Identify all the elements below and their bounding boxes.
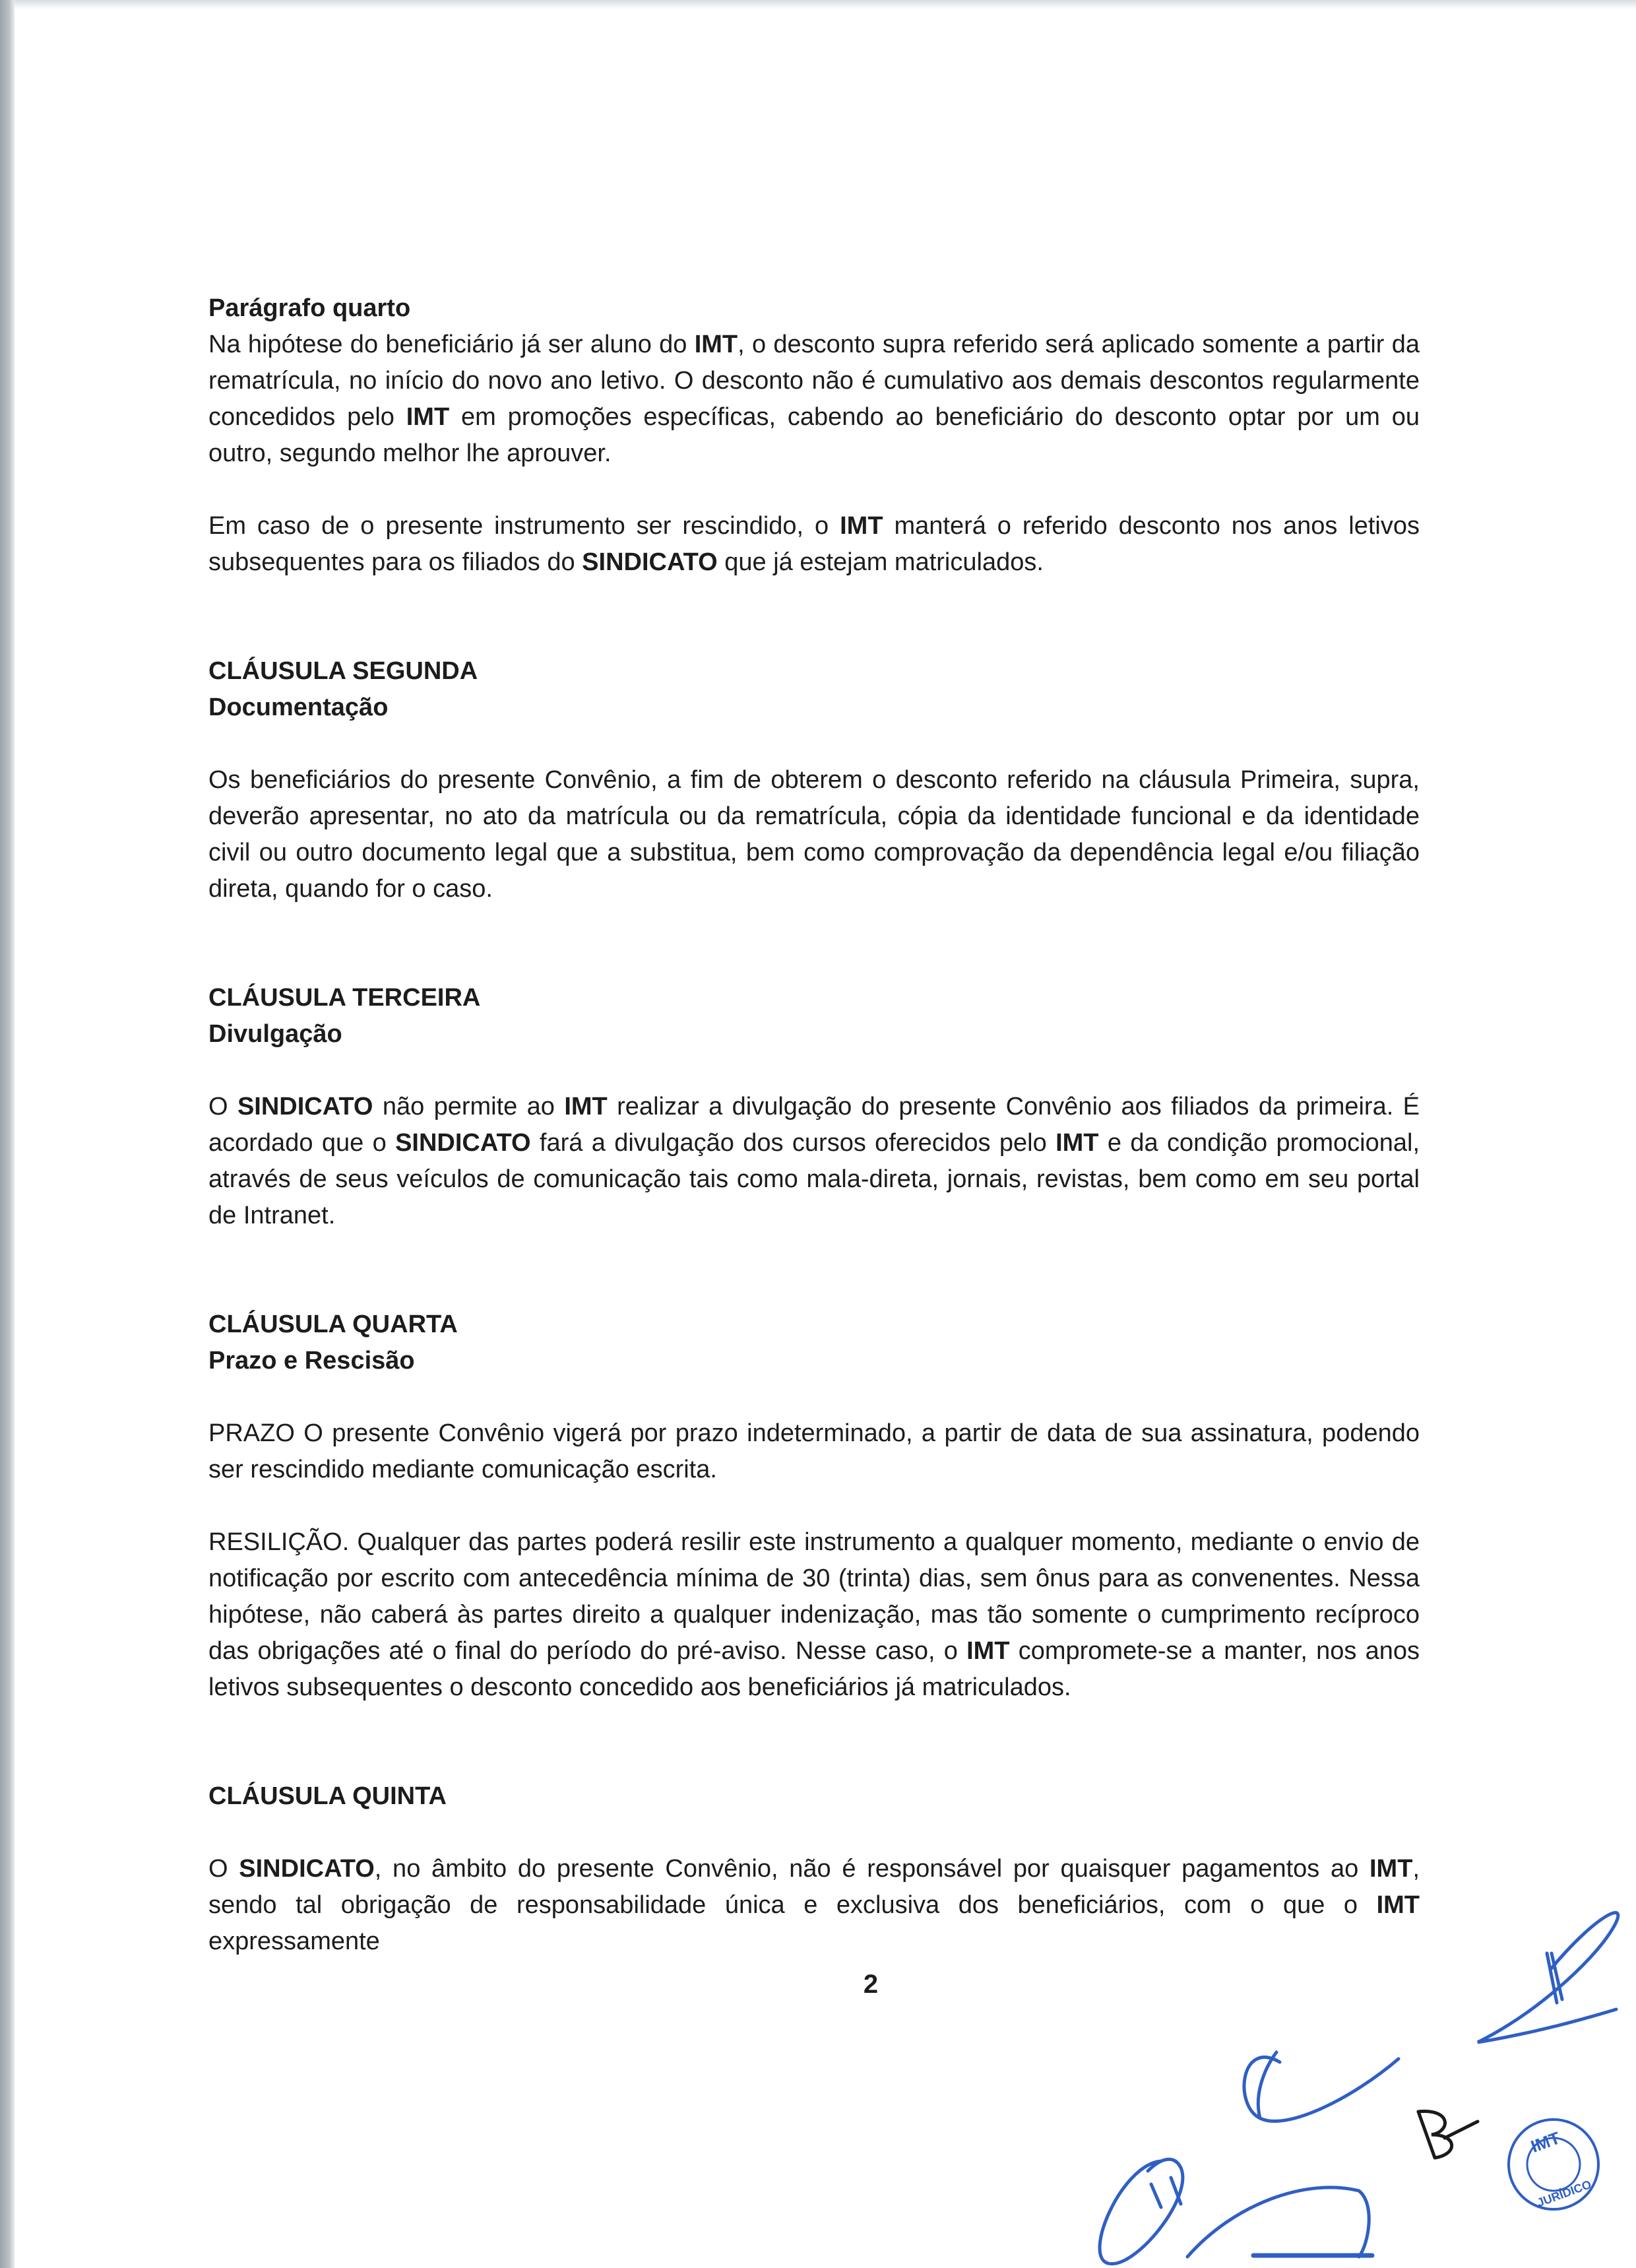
clause-2-title: Documentação [208,694,389,721]
clause-4-title: Prazo e Rescisão [208,1347,415,1375]
initial-lower-left [1100,2159,1183,2263]
initial-upper-right [1478,1913,1618,2042]
paragraph-4-heading: Parágrafo quarto [208,294,411,322]
clause-5-heading: CLÁUSULA QUINTA [208,1782,447,1810]
clause-4-heading: CLÁUSULA QUARTA [208,1311,458,1338]
clause-3-heading: CLÁUSULA TERCEIRA [208,984,481,1012]
stamp-bottom-text: JURÍDICO [1535,2178,1593,2210]
legal-department-stamp [1504,2115,1603,2214]
page-number: 2 [863,1970,879,1999]
initial-middle [1244,2052,1399,2121]
clause-3-text: O SINDICATO não permite ao IMT realizar a divulgação do presente Convênio aos filiados da primeira. É acordado que o SINDICATO fará a divulgação dos cursos oferecidos pelo IMT e da condição promocional, através de seus veículos de comunicação tais como mala-direta, jornais, revistas, bem como em seu portal de Intranet. [208,1093,1420,1229]
initial-lower-swoosh [1187,2187,1369,2257]
clause-2-heading: CLÁUSULA SEGUNDA [208,657,478,685]
initial-b [1418,2112,1478,2158]
clause-4-prazo: PRAZO O presente Convênio vigerá por prazo indeterminado, a partir de data de sua assinatura, podendo ser rescindido mediante comunicação escrita. [208,1419,1420,1483]
clause-4-resilicao: RESILIÇÃO. Qualquer das partes poderá resilir este instrumento a qualquer momento, mediante o envio de notificação por escrito com antecedência mínima de 30 (trinta) dias, sem ônus para as convenentes. Nessa hipótese, não caberá às partes direito a qualquer indenização, mas tão somente o cumprimento recíproco das obrigações até o final do período do pré-aviso. Nesse caso, o IMT compromete-se a manter, nos anos letivos subsequentes o desconto concedido aos beneficiários já matriculados. [208,1528,1420,1701]
clause-3-title: Divulgação [208,1020,342,1048]
clause-5-text: O SINDICATO, no âmbito do presente Convênio, não é responsável por quaisquer pagamentos ao IMT, sendo tal obrigação de responsabilidade única e exclusiva dos beneficiários, com o que o IMT expressamente [208,1855,1420,1955]
clause-2-text: Os beneficiários do presente Convênio, a fim de obterem o desconto referido na cláusula Primeira, supra, deverão apresentar, no ato da matrícula ou da rematrícula, cópia da identidade funcional e da identidade civil ou outro documento legal que a substitua, bem como comprovação da dependência legal e/ou filiação direta, quando for o caso. [208,766,1420,903]
rescission-note: Em caso de o presente instrumento ser rescindido, o IMT manterá o referido desconto nos anos letivos subsequentes para os filiados do SINDICATO que já estejam matriculados. [208,512,1420,576]
paragraph-4-text: Na hipótese do beneficiário já ser aluno do IMT, o desconto supra referido será aplicado somente a partir da rematrícula, no início do novo ano letivo. O desconto não é cumulativo aos demais descontos regularmente concedidos pelo IMT em promoções específicas, cabendo ao beneficiário do desconto optar por um ou outro, segundo melhor lhe aprouver. [208,331,1420,467]
stamp-top-text: IMT [1528,2127,1563,2156]
